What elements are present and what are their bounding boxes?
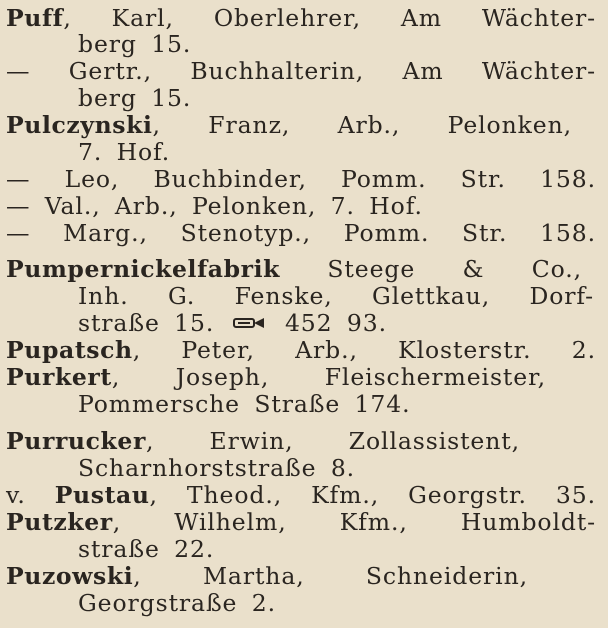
- continuation-text: straße 15.: [78, 309, 215, 337]
- entry-line: [6, 563, 528, 589]
- continuation-text: berg 15.: [78, 30, 192, 58]
- entry-line: [6, 166, 596, 192]
- entry-detail: , Theod., Kfm., Georgstr. 35.: [149, 481, 596, 509]
- entry-line: [6, 220, 596, 246]
- entry-text: [6, 482, 596, 508]
- entry-detail: Leo, Buchbinder, Pomm. Str. 158.: [64, 165, 596, 193]
- entry-line: [6, 58, 596, 84]
- continuation-text: 7. Hof.: [78, 138, 171, 166]
- entry-name: Pumpernickelfabrik: [6, 255, 281, 283]
- entry-line: [6, 337, 596, 363]
- ditto-dash: —: [6, 165, 31, 193]
- entry-name: Pustau: [54, 481, 150, 509]
- entry-detail: , Wilhelm, Kfm., Humboldt-: [112, 508, 596, 536]
- continuation-text: straße 22.: [78, 535, 215, 563]
- entry-detail: , Erwin, Zollassistent,: [145, 427, 520, 455]
- entry-text: [6, 256, 582, 282]
- entry-text: [6, 58, 596, 84]
- entry-continuation: [78, 310, 608, 336]
- entry-detail: , Franz, Arb., Pelonken,: [152, 111, 572, 139]
- entry-continuation: [78, 391, 608, 417]
- entry-text: [6, 5, 596, 31]
- entry-text: [6, 337, 596, 363]
- entry-name: Putzker: [6, 508, 113, 536]
- continuation-text: berg 15.: [78, 84, 192, 112]
- entry-detail: Gertr., Buchhalterin, Am Wächter-: [68, 57, 596, 85]
- continuation-text: Inh. G. Fenske, Glettkau, Dorf-: [78, 282, 594, 310]
- name-prefix: v.: [6, 481, 55, 509]
- entry-detail: , Peter, Arb., Klosterstr. 2.: [132, 336, 596, 364]
- continuation-text: Scharnhorststraße 8.: [78, 454, 356, 482]
- entry-detail: , Karl, Oberlehrer, Am Wächter-: [63, 4, 596, 32]
- entry-detail: , Martha, Schneiderin,: [133, 562, 528, 590]
- entry-name: Puzowski: [6, 562, 134, 590]
- entry-line: [6, 482, 596, 508]
- entry-name: Pulczynski: [6, 111, 153, 139]
- entry-text: [6, 364, 546, 390]
- entry-name: Purkert: [6, 363, 112, 391]
- entry-name: Purrucker: [6, 427, 146, 455]
- entry-name: Puff: [6, 4, 64, 32]
- telephone-icon: [233, 316, 267, 330]
- entry-text: [6, 112, 572, 138]
- entry-line: [6, 193, 608, 219]
- entry-line: [6, 428, 520, 454]
- entry-line: [6, 364, 546, 390]
- ditto-dash: —: [6, 192, 31, 220]
- entry-text: [6, 166, 596, 192]
- phone-number: 452 93.: [284, 309, 387, 337]
- entry-detail: , Joseph, Fleischermeister,: [111, 363, 546, 391]
- entry-continuation: [78, 139, 608, 165]
- entry-continuation: [78, 590, 608, 616]
- continuation-text: Georgstraße 2.: [78, 589, 276, 617]
- entry-name: Pupatsch: [6, 336, 133, 364]
- entry-detail: Marg., Stenotyp., Pomm. Str. 158.: [63, 219, 596, 247]
- entry-text: [6, 563, 528, 589]
- entry-line: [6, 256, 582, 282]
- continuation-text: Pommersche Straße 174.: [78, 390, 411, 418]
- entry-continuation: [78, 536, 608, 562]
- entry-continuation: [78, 283, 594, 309]
- entry-line: [6, 5, 596, 31]
- entry-line: [6, 509, 596, 535]
- entry-text: [6, 220, 596, 246]
- entry-detail: Steege & Co.,: [280, 255, 582, 283]
- entry-line: [6, 112, 572, 138]
- entry-continuation: [78, 455, 608, 481]
- ditto-dash: —: [6, 219, 31, 247]
- ditto-dash: —: [6, 57, 31, 85]
- entry-continuation: [78, 85, 608, 111]
- entry-text: [6, 509, 596, 535]
- entry-detail: Val., Arb., Pelonken, 7. Hof.: [44, 192, 423, 220]
- entry-continuation: [78, 31, 608, 57]
- entry-text: [6, 428, 520, 454]
